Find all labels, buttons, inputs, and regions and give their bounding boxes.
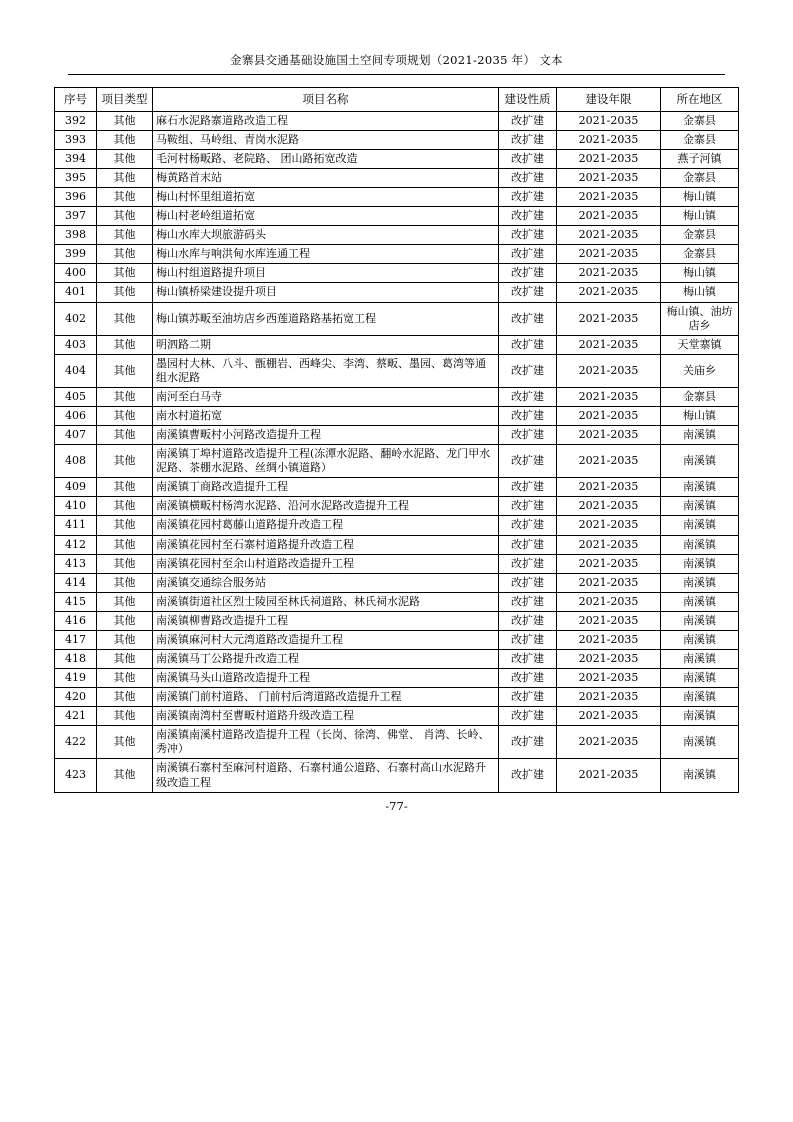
cell-seq: 397 [55, 207, 97, 226]
cell-seq: 423 [55, 759, 97, 792]
cell-nature: 改扩建 [499, 188, 557, 207]
cell-years: 2021-2035 [557, 130, 661, 149]
cell-type: 其他 [97, 426, 153, 445]
cell-nature: 改扩建 [499, 535, 557, 554]
cell-nature: 改扩建 [499, 354, 557, 387]
cell-region: 南溪镇 [661, 535, 739, 554]
cell-seq: 421 [55, 707, 97, 726]
table-row [55, 168, 739, 187]
cell-years: 2021-2035 [557, 426, 661, 445]
cell-type: 其他 [97, 354, 153, 387]
cell-name: 南溪镇花园村葛藤山道路提升改造工程 [153, 516, 499, 535]
cell-region: 梅山镇 [661, 188, 739, 207]
cell-nature: 改扩建 [499, 245, 557, 264]
cell-years: 2021-2035 [557, 406, 661, 425]
cell-region: 梅山镇 [661, 264, 739, 283]
table-row [55, 207, 739, 226]
column-header-years: 建设年限 [557, 88, 661, 112]
cell-type: 其他 [97, 554, 153, 573]
cell-name: 南水村道拓宽 [153, 406, 499, 425]
cell-nature: 改扩建 [499, 726, 557, 759]
cell-region: 梅山镇 [661, 283, 739, 302]
cell-seq: 420 [55, 688, 97, 707]
page-header-title: 金寨县交通基础设施国土空间专项规划（2021-2035 年） 文本 [230, 53, 563, 67]
cell-name: 梅山镇桥梁建设提升项目 [153, 283, 499, 302]
cell-years: 2021-2035 [557, 445, 661, 478]
table-row [55, 535, 739, 554]
cell-name: 南溪镇丁埠村道路改造提升工程(冻潭水泥路、翻岭水泥路、龙门甲水泥路、茶棚水泥路、丝绸小镇道路） [153, 445, 499, 478]
cell-type: 其他 [97, 516, 153, 535]
table-row [55, 130, 739, 149]
cell-type: 其他 [97, 535, 153, 554]
cell-name: 南溪镇南湾村至曹畈村道路升级改造工程 [153, 707, 499, 726]
cell-years: 2021-2035 [557, 688, 661, 707]
cell-years: 2021-2035 [557, 592, 661, 611]
table-row [55, 688, 739, 707]
table-row [55, 264, 739, 283]
table-row [55, 759, 739, 792]
cell-region: 天堂寨镇 [661, 335, 739, 354]
cell-type: 其他 [97, 130, 153, 149]
table-row [55, 649, 739, 668]
cell-type: 其他 [97, 707, 153, 726]
cell-name: 南溪镇曹畈村小河路改造提升工程 [153, 426, 499, 445]
cell-name: 梅山水库与响洪甸水库连通工程 [153, 245, 499, 264]
table-row [55, 630, 739, 649]
cell-nature: 改扩建 [499, 226, 557, 245]
table-header [55, 88, 739, 112]
cell-region: 金寨县 [661, 111, 739, 130]
cell-type: 其他 [97, 111, 153, 130]
cell-nature: 改扩建 [499, 649, 557, 668]
cell-nature: 改扩建 [499, 630, 557, 649]
cell-nature: 改扩建 [499, 387, 557, 406]
table-row [55, 149, 739, 168]
table-body [55, 111, 739, 792]
cell-name: 南溪镇街道社区烈士陵园至林氏祠道路、林氏祠水泥路 [153, 592, 499, 611]
cell-name: 南溪镇横畈村杨湾水泥路、沿河水泥路改造提升工程 [153, 497, 499, 516]
cell-years: 2021-2035 [557, 168, 661, 187]
cell-years: 2021-2035 [557, 726, 661, 759]
cell-years: 2021-2035 [557, 226, 661, 245]
cell-years: 2021-2035 [557, 554, 661, 573]
cell-type: 其他 [97, 226, 153, 245]
cell-years: 2021-2035 [557, 264, 661, 283]
cell-name: 南河至白马寺 [153, 387, 499, 406]
cell-region: 南溪镇 [661, 707, 739, 726]
table-row [55, 302, 739, 335]
table-row [55, 335, 739, 354]
cell-seq: 411 [55, 516, 97, 535]
cell-years: 2021-2035 [557, 302, 661, 335]
cell-name: 南溪镇柳曹路改造提升工程 [153, 611, 499, 630]
cell-region: 南溪镇 [661, 516, 739, 535]
cell-type: 其他 [97, 406, 153, 425]
cell-region: 南溪镇 [661, 611, 739, 630]
table-row [55, 497, 739, 516]
cell-nature: 改扩建 [499, 759, 557, 792]
cell-seq: 416 [55, 611, 97, 630]
cell-name: 梅黄路首末站 [153, 168, 499, 187]
cell-seq: 392 [55, 111, 97, 130]
cell-name: 南溪镇花园村至余山村道路改造提升工程 [153, 554, 499, 573]
cell-years: 2021-2035 [557, 478, 661, 497]
table-row [55, 592, 739, 611]
table-row [55, 554, 739, 573]
cell-seq: 400 [55, 264, 97, 283]
cell-name: 南溪镇马丁公路提升改造工程 [153, 649, 499, 668]
header-divider [68, 74, 725, 75]
cell-name: 南溪镇马头山道路改造提升工程 [153, 669, 499, 688]
cell-type: 其他 [97, 149, 153, 168]
column-header-region: 所在地区 [661, 88, 739, 112]
table-row [55, 516, 739, 535]
cell-nature: 改扩建 [499, 478, 557, 497]
cell-nature: 改扩建 [499, 611, 557, 630]
cell-years: 2021-2035 [557, 649, 661, 668]
cell-type: 其他 [97, 688, 153, 707]
cell-years: 2021-2035 [557, 516, 661, 535]
cell-type: 其他 [97, 387, 153, 406]
cell-nature: 改扩建 [499, 111, 557, 130]
column-header-type: 项目类型 [97, 88, 153, 112]
cell-nature: 改扩建 [499, 426, 557, 445]
cell-type: 其他 [97, 630, 153, 649]
cell-seq: 395 [55, 168, 97, 187]
cell-nature: 改扩建 [499, 406, 557, 425]
cell-type: 其他 [97, 573, 153, 592]
cell-years: 2021-2035 [557, 497, 661, 516]
cell-type: 其他 [97, 445, 153, 478]
cell-seq: 406 [55, 406, 97, 425]
table-row [55, 426, 739, 445]
cell-region: 南溪镇 [661, 445, 739, 478]
column-header-seq: 序号 [55, 88, 97, 112]
cell-years: 2021-2035 [557, 759, 661, 792]
cell-type: 其他 [97, 283, 153, 302]
cell-region: 南溪镇 [661, 669, 739, 688]
cell-seq: 399 [55, 245, 97, 264]
cell-seq: 401 [55, 283, 97, 302]
cell-name: 毛河村杨畈路、老院路、 团山路拓宽改造 [153, 149, 499, 168]
cell-region: 金寨县 [661, 168, 739, 187]
cell-name: 南溪镇花园村至石寨村道路提升改造工程 [153, 535, 499, 554]
column-header-nature: 建设性质 [499, 88, 557, 112]
cell-nature: 改扩建 [499, 516, 557, 535]
cell-type: 其他 [97, 264, 153, 283]
cell-name: 南溪镇麻河村大元湾道路改造提升工程 [153, 630, 499, 649]
cell-seq: 405 [55, 387, 97, 406]
cell-nature: 改扩建 [499, 302, 557, 335]
cell-region: 南溪镇 [661, 478, 739, 497]
cell-years: 2021-2035 [557, 354, 661, 387]
table-row [55, 573, 739, 592]
cell-nature: 改扩建 [499, 264, 557, 283]
table-row [55, 707, 739, 726]
cell-type: 其他 [97, 302, 153, 335]
cell-seq: 414 [55, 573, 97, 592]
cell-years: 2021-2035 [557, 111, 661, 130]
cell-name: 梅山水库大坝旅游码头 [153, 226, 499, 245]
cell-region: 南溪镇 [661, 759, 739, 792]
table-row [55, 611, 739, 630]
cell-type: 其他 [97, 478, 153, 497]
cell-years: 2021-2035 [557, 535, 661, 554]
cell-years: 2021-2035 [557, 335, 661, 354]
cell-name: 梅山镇苏畈至油坊店乡西莲道路路基拓宽工程 [153, 302, 499, 335]
table-row [55, 445, 739, 478]
cell-name: 明泗路二期 [153, 335, 499, 354]
cell-region: 燕子河镇 [661, 149, 739, 168]
cell-seq: 413 [55, 554, 97, 573]
cell-name: 梅山村老岭组道拓宽 [153, 207, 499, 226]
cell-seq: 403 [55, 335, 97, 354]
cell-nature: 改扩建 [499, 707, 557, 726]
cell-nature: 改扩建 [499, 497, 557, 516]
cell-seq: 410 [55, 497, 97, 516]
table-header-row [55, 88, 739, 112]
cell-years: 2021-2035 [557, 149, 661, 168]
table-row [55, 726, 739, 759]
cell-seq: 402 [55, 302, 97, 335]
table-row [55, 354, 739, 387]
cell-name: 南溪镇交通综合服务站 [153, 573, 499, 592]
cell-nature: 改扩建 [499, 149, 557, 168]
cell-name: 梅山村组道路提升项目 [153, 264, 499, 283]
cell-years: 2021-2035 [557, 387, 661, 406]
cell-type: 其他 [97, 611, 153, 630]
cell-type: 其他 [97, 649, 153, 668]
cell-region: 南溪镇 [661, 554, 739, 573]
table-row [55, 188, 739, 207]
cell-name: 马鞍组、马岭组、青岗水泥路 [153, 130, 499, 149]
project-table [54, 87, 739, 793]
cell-type: 其他 [97, 168, 153, 187]
table-row [55, 245, 739, 264]
cell-region: 金寨县 [661, 387, 739, 406]
cell-nature: 改扩建 [499, 688, 557, 707]
cell-region: 南溪镇 [661, 726, 739, 759]
cell-type: 其他 [97, 497, 153, 516]
table-row [55, 111, 739, 130]
cell-type: 其他 [97, 759, 153, 792]
cell-type: 其他 [97, 188, 153, 207]
cell-region: 梅山镇、油坊店乡 [661, 302, 739, 335]
cell-type: 其他 [97, 726, 153, 759]
cell-seq: 409 [55, 478, 97, 497]
cell-type: 其他 [97, 245, 153, 264]
cell-years: 2021-2035 [557, 669, 661, 688]
cell-name: 南溪镇石寨村至麻河村道路、石寨村通公道路、石寨村高山水泥路升级改造工程 [153, 759, 499, 792]
cell-nature: 改扩建 [499, 168, 557, 187]
cell-region: 南溪镇 [661, 688, 739, 707]
cell-seq: 419 [55, 669, 97, 688]
cell-nature: 改扩建 [499, 573, 557, 592]
cell-type: 其他 [97, 335, 153, 354]
cell-region: 南溪镇 [661, 592, 739, 611]
cell-region: 金寨县 [661, 245, 739, 264]
cell-region: 关庙乡 [661, 354, 739, 387]
cell-region: 南溪镇 [661, 573, 739, 592]
cell-name: 墨园村大林、八斗、甑棚岩、西峰尖、李湾、蔡畈、墨园、葛湾等通组水泥路 [153, 354, 499, 387]
table-row [55, 226, 739, 245]
cell-seq: 418 [55, 649, 97, 668]
cell-years: 2021-2035 [557, 630, 661, 649]
cell-years: 2021-2035 [557, 573, 661, 592]
cell-years: 2021-2035 [557, 245, 661, 264]
cell-nature: 改扩建 [499, 207, 557, 226]
cell-nature: 改扩建 [499, 554, 557, 573]
cell-nature: 改扩建 [499, 669, 557, 688]
table-row [55, 669, 739, 688]
cell-name: 南溪镇丁商路改造提升工程 [153, 478, 499, 497]
table-row [55, 387, 739, 406]
cell-nature: 改扩建 [499, 335, 557, 354]
cell-nature: 改扩建 [499, 592, 557, 611]
cell-seq: 394 [55, 149, 97, 168]
cell-region: 金寨县 [661, 130, 739, 149]
cell-seq: 422 [55, 726, 97, 759]
cell-seq: 398 [55, 226, 97, 245]
cell-region: 南溪镇 [661, 426, 739, 445]
cell-seq: 415 [55, 592, 97, 611]
cell-years: 2021-2035 [557, 283, 661, 302]
cell-seq: 396 [55, 188, 97, 207]
cell-seq: 412 [55, 535, 97, 554]
table-row [55, 283, 739, 302]
column-header-name: 项目名称 [153, 88, 499, 112]
cell-seq: 408 [55, 445, 97, 478]
cell-type: 其他 [97, 207, 153, 226]
table-row [55, 406, 739, 425]
page-number: -77- [385, 798, 408, 813]
cell-years: 2021-2035 [557, 188, 661, 207]
cell-name: 梅山村怀里组道拓宽 [153, 188, 499, 207]
cell-seq: 393 [55, 130, 97, 149]
cell-nature: 改扩建 [499, 445, 557, 478]
cell-region: 梅山镇 [661, 406, 739, 425]
cell-years: 2021-2035 [557, 611, 661, 630]
cell-nature: 改扩建 [499, 130, 557, 149]
cell-seq: 407 [55, 426, 97, 445]
cell-region: 南溪镇 [661, 497, 739, 516]
cell-region: 南溪镇 [661, 649, 739, 668]
cell-name: 南溪镇门前村道路、 门前村后湾道路改造提升工程 [153, 688, 499, 707]
cell-nature: 改扩建 [499, 283, 557, 302]
cell-seq: 417 [55, 630, 97, 649]
cell-region: 梅山镇 [661, 207, 739, 226]
cell-years: 2021-2035 [557, 207, 661, 226]
cell-type: 其他 [97, 669, 153, 688]
cell-name: 麻石水泥路寨道路改造工程 [153, 111, 499, 130]
cell-type: 其他 [97, 592, 153, 611]
table-row [55, 478, 739, 497]
cell-region: 南溪镇 [661, 630, 739, 649]
cell-seq: 404 [55, 354, 97, 387]
cell-region: 金寨县 [661, 226, 739, 245]
cell-name: 南溪镇南溪村道路改造提升工程（长岗、徐湾、佛堂、 肖湾、长岭、秀冲） [153, 726, 499, 759]
cell-years: 2021-2035 [557, 707, 661, 726]
